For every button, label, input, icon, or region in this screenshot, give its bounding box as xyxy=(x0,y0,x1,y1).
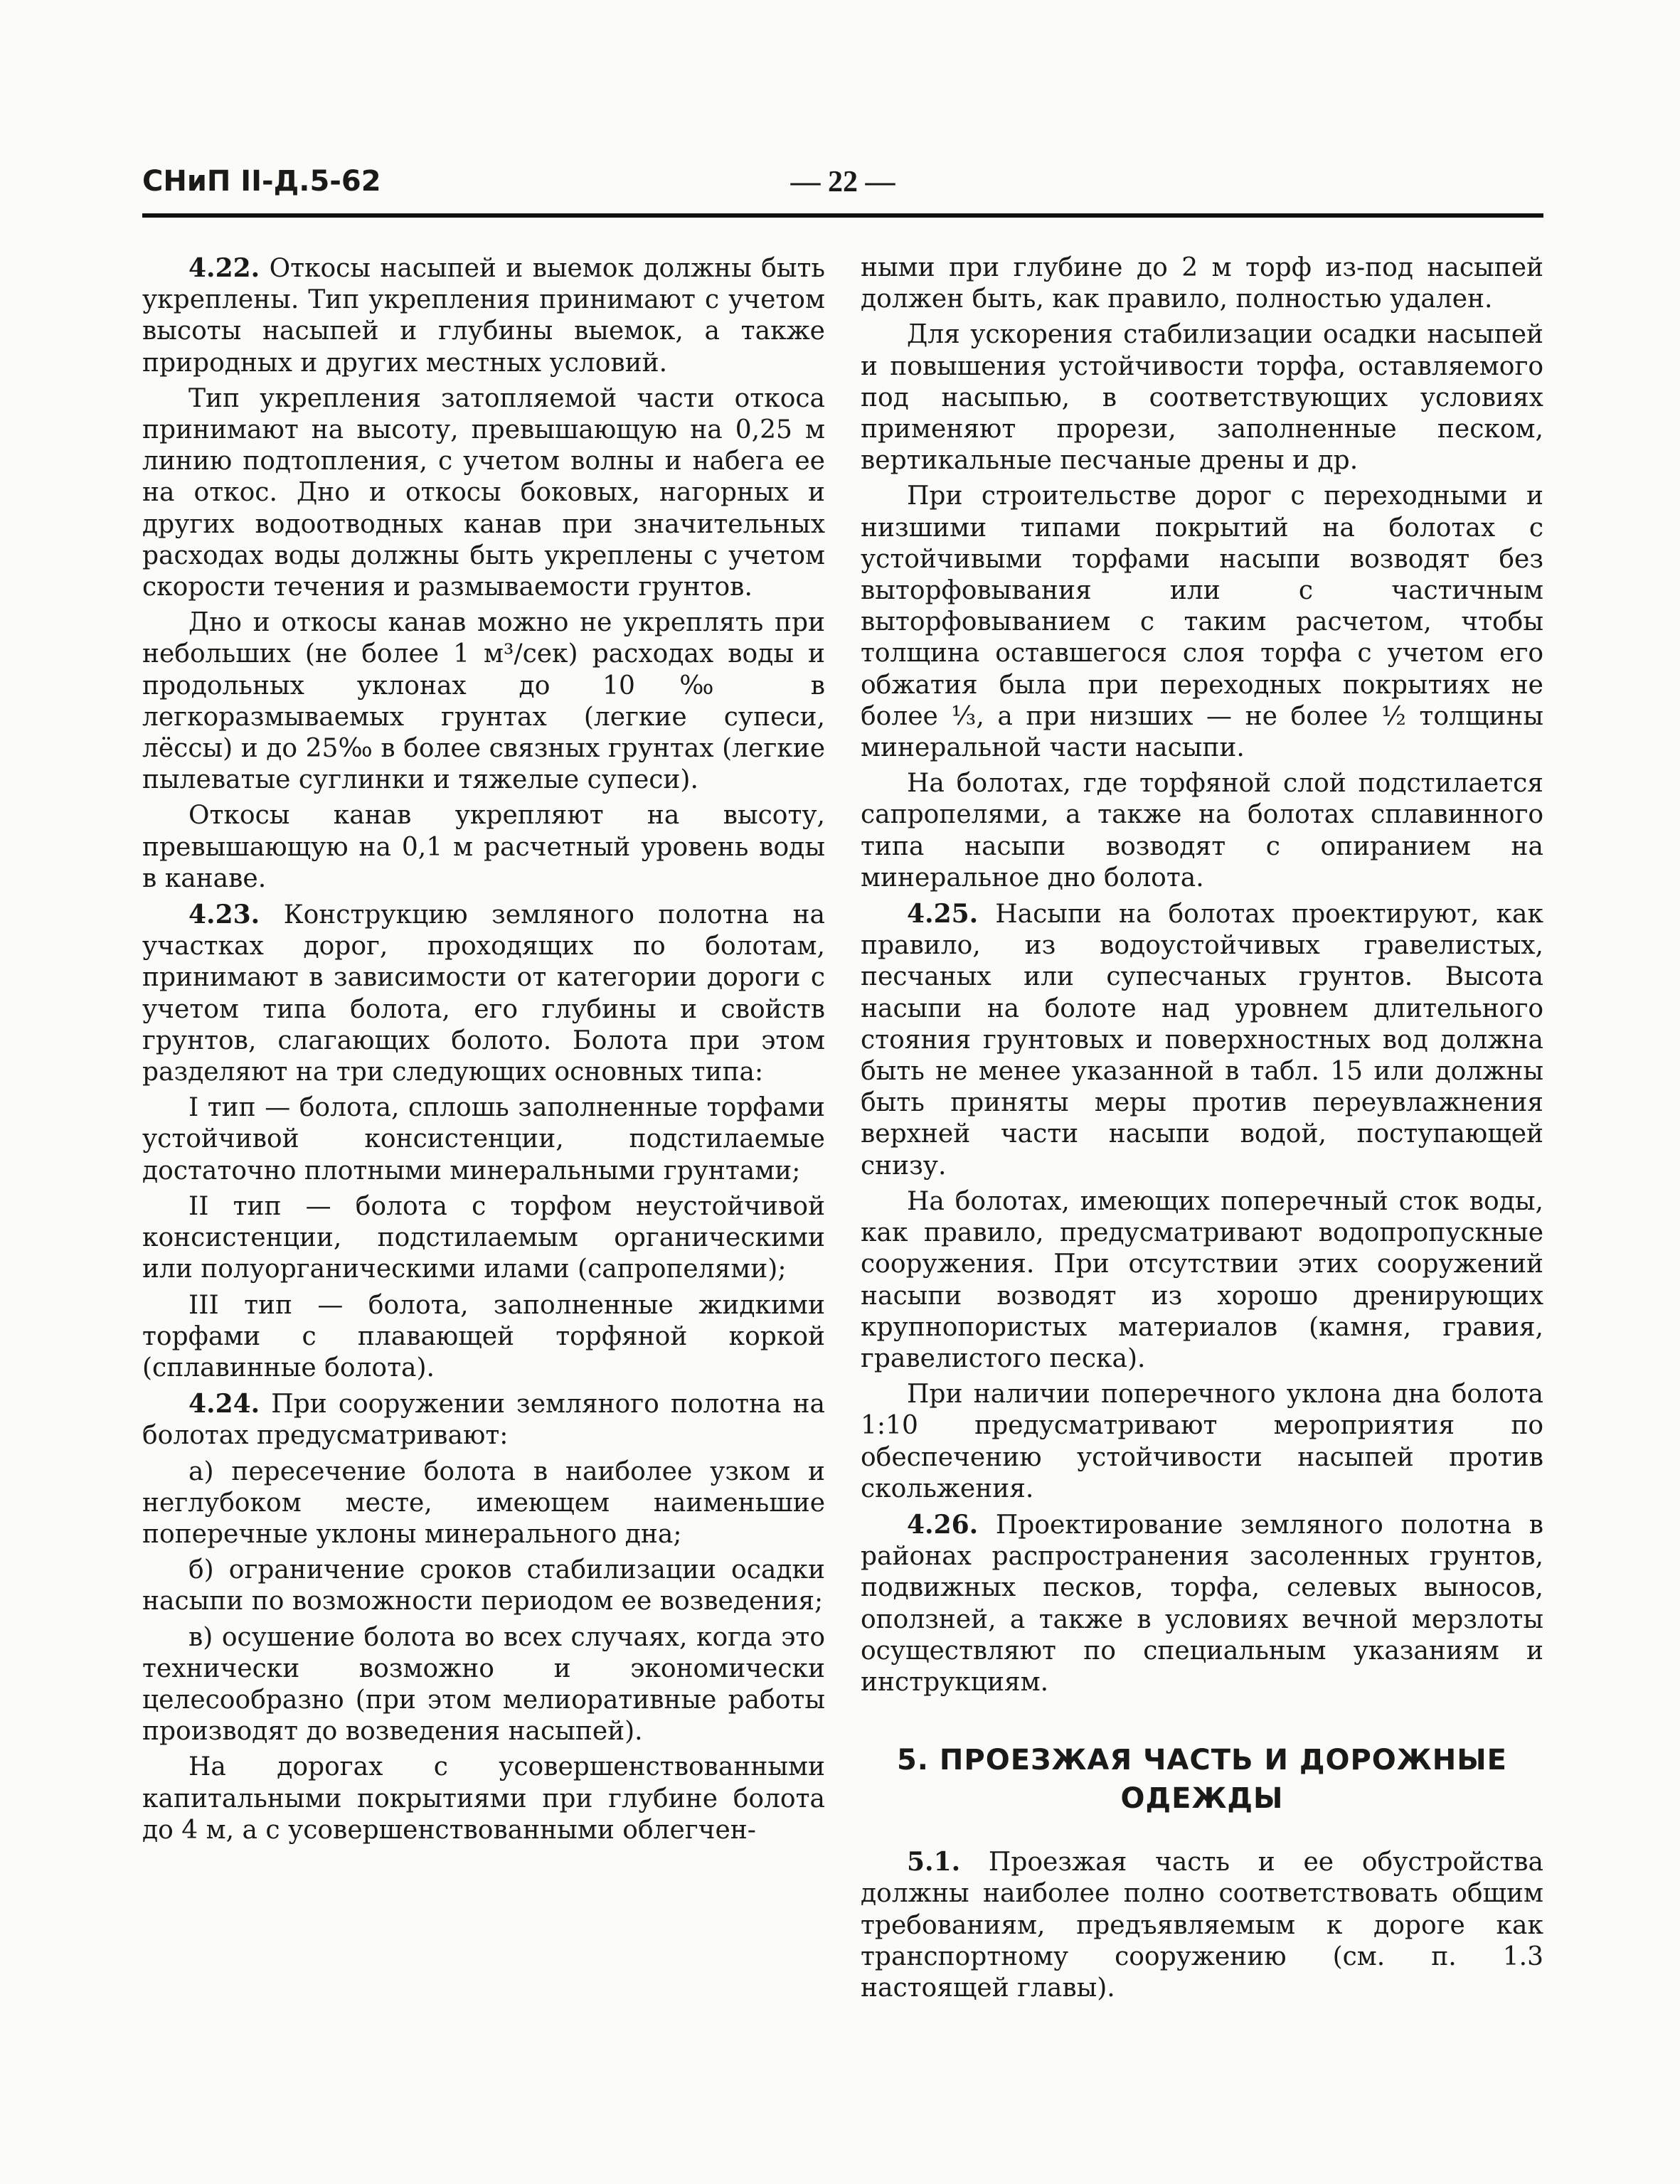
paragraph-text: Проезжая часть и ее обустройства должны наиболее полно соответствовать общим требованиям, предъявляемым к дороге как транспортному сооружению (см. п. 1.3 настоящей главы). xyxy=(861,1848,1543,2003)
paragraph-text: Откосы насыпей и выемок должны быть укреплены. Тип укрепления принимают с учетом высоты насыпей и глубины выемок, а также природных и других местных условий. xyxy=(142,254,825,378)
paragraph-text: При строительстве дорог с переходными и низшими типами покрытий на болотах с устойчивыми торфами насыпи возводят без выторфовывания или с частичным выторфовыванием с таким расчетом, чтобы толщина оставшегося слоя торфа с учетом его обжатия была при переходных покрытиях не более ⅓, а при низших — не более ½ толщины минеральной части насыпи. xyxy=(861,481,1543,763)
paragraph-text: в) осушение болота во всех случаях, когда это технически возможно и экономически целесообразно (при этом мелиоративные работы производят до возведения насыпей). xyxy=(142,1622,825,1747)
left-column xyxy=(142,252,825,1846)
clause-number: 4.23. xyxy=(188,900,260,930)
paragraph-text: Проектирование земляного полотна в районах распространения засоленных грунтов, подвижных песков, торфа, селевых выносов, оползней, а также в условиях вечной мерзлоты осуществляют по специальным указаниям и инструкциям. xyxy=(861,1510,1543,1697)
paragraph-text: При наличии поперечного уклона дна болота 1:10 предусматривают мероприятия по обеспечению устойчивости насыпей против скольжения. xyxy=(861,1380,1543,1503)
paragraph xyxy=(142,1752,825,1846)
paragraph-text: ными при глубине до 2 м торф из-под насыпей должен быть, как правило, полностью удален. xyxy=(861,253,1543,314)
paragraph xyxy=(142,1555,825,1617)
right-column-paragraphs xyxy=(861,252,1543,1698)
paragraph xyxy=(861,768,1543,894)
clause-number: 4.22. xyxy=(188,253,260,283)
paragraph xyxy=(861,898,1543,1182)
paragraph xyxy=(142,1191,825,1286)
paragraph-text: Конструкцию земляного полотна на участках дорог, проходящих по болотам, принимают в зависимости от категории дороги с учетом типа болота, его глубины и свойств грунтов, слагающих болото. Болота при этом разделяют на три следующих основных типа: xyxy=(142,900,825,1087)
clause-number: 5.1. xyxy=(907,1847,961,1877)
paragraph-text: Откосы канав укрепляют на высоту, превышающую на 0,1 м расчетный уровень воды в канаве. xyxy=(142,801,825,893)
paragraph xyxy=(142,1092,825,1187)
paragraph-text: II тип — болота с торфом неустойчивой консистенции, подстилаемым органическими или полуорганическими илами (сапропелями); xyxy=(142,1191,825,1284)
section-title: 5. ПРОЕЗЖАЯ ЧАСТЬ И ДОРОЖНЫЕ ОДЕЖДЫ xyxy=(896,1744,1508,1816)
paragraph xyxy=(142,1388,825,1451)
page-header xyxy=(142,165,1543,208)
paragraph xyxy=(861,252,1543,315)
paragraph-text: III тип — болота, заполненные жидкими торфами с плавающей торфяной коркой (сплавинные болота). xyxy=(142,1290,825,1383)
paragraph-text: а) пересечение болота в наиболее узком и неглубоком месте, имеющем наименьшие поперечные уклоны минерального дна; xyxy=(142,1456,825,1549)
paragraph xyxy=(861,1846,1543,2004)
paragraph xyxy=(142,1290,825,1385)
paragraph-text: На дорогах с усовершенствованными капитальными покрытиями при глубине болота до 4 м, а с усовершенствованными облегчен- xyxy=(142,1752,825,1845)
paragraph-text: Насыпи на болотах проектируют, как правило, из водоустойчивых гравелистых, песчаных или супесчаных грунтов. Высота насыпи на болоте над уровнем длительного стояния грунтовых и поверхностных вод должна быть не менее указанной в табл. 15 или должны быть приняты меры против переувлажнения верхней части насыпи водой, поступающей снизу. xyxy=(861,900,1543,1181)
clause-number: 4.25. xyxy=(907,899,979,929)
paragraph-text: Тип укрепления затопляемой части откоса принимают на высоту, превышающую на 0,25 м линию подтопления, с учетом волны и набега ее на откос. Дно и откосы боковых, нагорных и других водоотводных канав при значительных расходах воды должны быть укреплены с учетом скорости течения и размываемости грунтов. xyxy=(142,383,825,602)
header-rule xyxy=(142,213,1543,218)
paragraph-text: б) ограничение сроков стабилизации осадки насыпи по возможности периодом ее возведения; xyxy=(142,1555,825,1616)
paragraph xyxy=(142,252,825,379)
clause-number: 4.24. xyxy=(188,1389,260,1419)
paragraph-text: На болотах, где торфяной слой подстилается сапропелями, а также на болотах сплавинного типа насыпи возводят с опиранием на минеральное дно болота. xyxy=(861,769,1543,893)
paragraph xyxy=(142,899,825,1088)
paragraph xyxy=(142,800,825,895)
paragraph xyxy=(861,1509,1543,1698)
paragraph xyxy=(861,319,1543,476)
clause-number: 4.26. xyxy=(907,1509,979,1540)
paragraph-text: Дно и откосы канав можно не укреплять при небольших (не более 1 м³/сек) расходах воды и продольных уклонах до 10‰ в легкоразмываемых грунтах (легкие супеси, лёссы) и до 25‰ в более связных грунтах (легкие пылеватые суглинки и тяжелые супеси). xyxy=(142,608,825,795)
document-code: СНиП II-Д.5-62 xyxy=(142,165,381,198)
paragraph xyxy=(861,481,1543,764)
paragraph-text: При сооружении земляного полотна на болотах предусматривают: xyxy=(142,1390,825,1451)
paragraph xyxy=(142,1622,825,1748)
paragraph xyxy=(142,1456,825,1551)
paragraph-text: Для ускорения стабилизации осадки насыпей и повышения устойчивости торфа, оставляемого под насыпью, в соответствующих условиях применяют прорези, заполненные песком, вертикальные песчаные дрены и др. xyxy=(861,320,1543,476)
paragraph-text: I тип — болота, сплошь заполненные торфами устойчивой консистенции, подстилаемые достаточно плотными минеральными грунтами; xyxy=(142,1093,825,1186)
right-column xyxy=(861,252,1543,2004)
paragraph xyxy=(142,383,825,603)
paragraph xyxy=(861,1186,1543,1375)
section-paragraphs xyxy=(861,1846,1543,2004)
page-number: — 22 — xyxy=(790,166,895,198)
paragraph-text: На болотах, имеющих поперечный сток воды, как правило, предусматривают водопропускные сооружения. При отсутствии этих сооружений насыпи возводят из хорошо дренирующих крупнопористых материалов (камня, гравия, гравелистого песка). xyxy=(861,1186,1543,1373)
paragraph xyxy=(861,1379,1543,1505)
paragraph xyxy=(142,607,825,796)
